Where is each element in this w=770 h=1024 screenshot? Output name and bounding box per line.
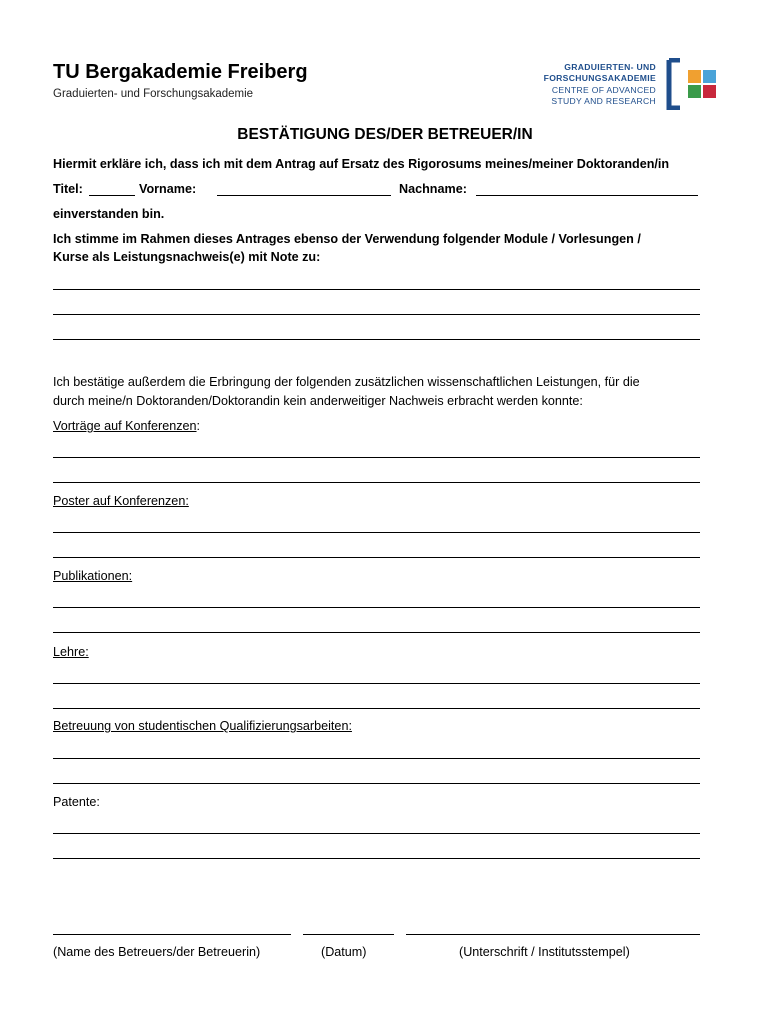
name-signature-line[interactable] (53, 934, 291, 935)
section-posters: Poster auf Konferenzen: (53, 494, 189, 508)
title-field[interactable] (89, 195, 135, 196)
firstname-label: Vorname: (139, 182, 197, 196)
section-talks-colon: : (196, 419, 201, 433)
academy-logo-icon (666, 58, 720, 110)
logo-text (490, 62, 656, 108)
publications-line-2[interactable] (53, 632, 700, 633)
institution-subtitle: Graduierten- und Forschungsakademie (53, 88, 254, 100)
lastname-label: Nachname: (399, 182, 467, 196)
firstname-field[interactable] (217, 195, 391, 196)
patents-line-2[interactable] (53, 858, 700, 859)
modules-line-2[interactable] (53, 314, 700, 315)
sign-signature-line[interactable] (406, 934, 700, 935)
supervision-line-2[interactable] (53, 783, 700, 784)
name-caption: (Name des Betreuers/der Betreuerin) (53, 945, 261, 959)
posters-line-2[interactable] (53, 557, 700, 558)
logo-line-3: CENTRE OF ADVANCED (551, 84, 656, 95)
lastname-field[interactable] (476, 195, 698, 196)
section-patents: Patente: (53, 795, 100, 809)
modules-line-3[interactable] (53, 339, 700, 340)
publications-line-1[interactable] (53, 607, 700, 608)
section-supervision: Betreuung von studentischen Qualifizierungsarbeiten: (53, 719, 352, 733)
agree-text: einverstanden bin. (53, 207, 165, 221)
section-teaching: Lehre: (53, 645, 89, 659)
institution-name: TU Bergakademie Freiberg (53, 61, 308, 83)
talks-line-2[interactable] (53, 482, 700, 483)
sign-caption: (Unterschrift / Institutsstempel) (459, 945, 630, 959)
section-talks-label: Vorträge auf Konferenzen (53, 419, 197, 433)
modules-line-1[interactable] (53, 289, 700, 290)
form-title: BESTÄTIGUNG DES/DER BETREUER/IN (237, 126, 533, 143)
posters-line-1[interactable] (53, 532, 700, 533)
patents-line-1[interactable] (53, 833, 700, 834)
title-label: Titel: (53, 182, 83, 196)
modules-text-line-2: Kurse als Leistungsnachweis(e) mit Note zu: (53, 250, 321, 264)
intro-text: Hiermit erkläre ich, dass ich mit dem Antrag auf Ersatz des Rigorosums meines/meiner Doktoranden/in (53, 157, 670, 171)
date-caption: (Datum) (321, 945, 367, 959)
confirm-text-line-2: durch meine/n Doktoranden/Doktorandin kein anderweitiger Nachweis erbracht werden konnte: (53, 394, 583, 408)
logo-line-1: GRADUIERTEN- UND (564, 62, 656, 72)
teaching-line-1[interactable] (53, 683, 700, 684)
talks-line-1[interactable] (53, 457, 700, 458)
teaching-line-2[interactable] (53, 708, 700, 709)
modules-text-line-1: Ich stimme im Rahmen dieses Antrages ebenso der Verwendung folgender Module / Vorlesungen / (53, 232, 641, 246)
supervision-line-1[interactable] (53, 758, 700, 759)
section-talks (53, 419, 200, 433)
confirm-text-line-1: Ich bestätige außerdem die Erbringung der folgenden zusätzlichen wissenschaftlichen Leistungen, für die (53, 375, 640, 389)
logo-line-2: FORSCHUNGSAKADEMIE (543, 73, 656, 84)
logo-line-4: STUDY AND RESEARCH (551, 96, 656, 107)
date-signature-line[interactable] (303, 934, 394, 935)
section-publications: Publikationen: (53, 569, 133, 583)
